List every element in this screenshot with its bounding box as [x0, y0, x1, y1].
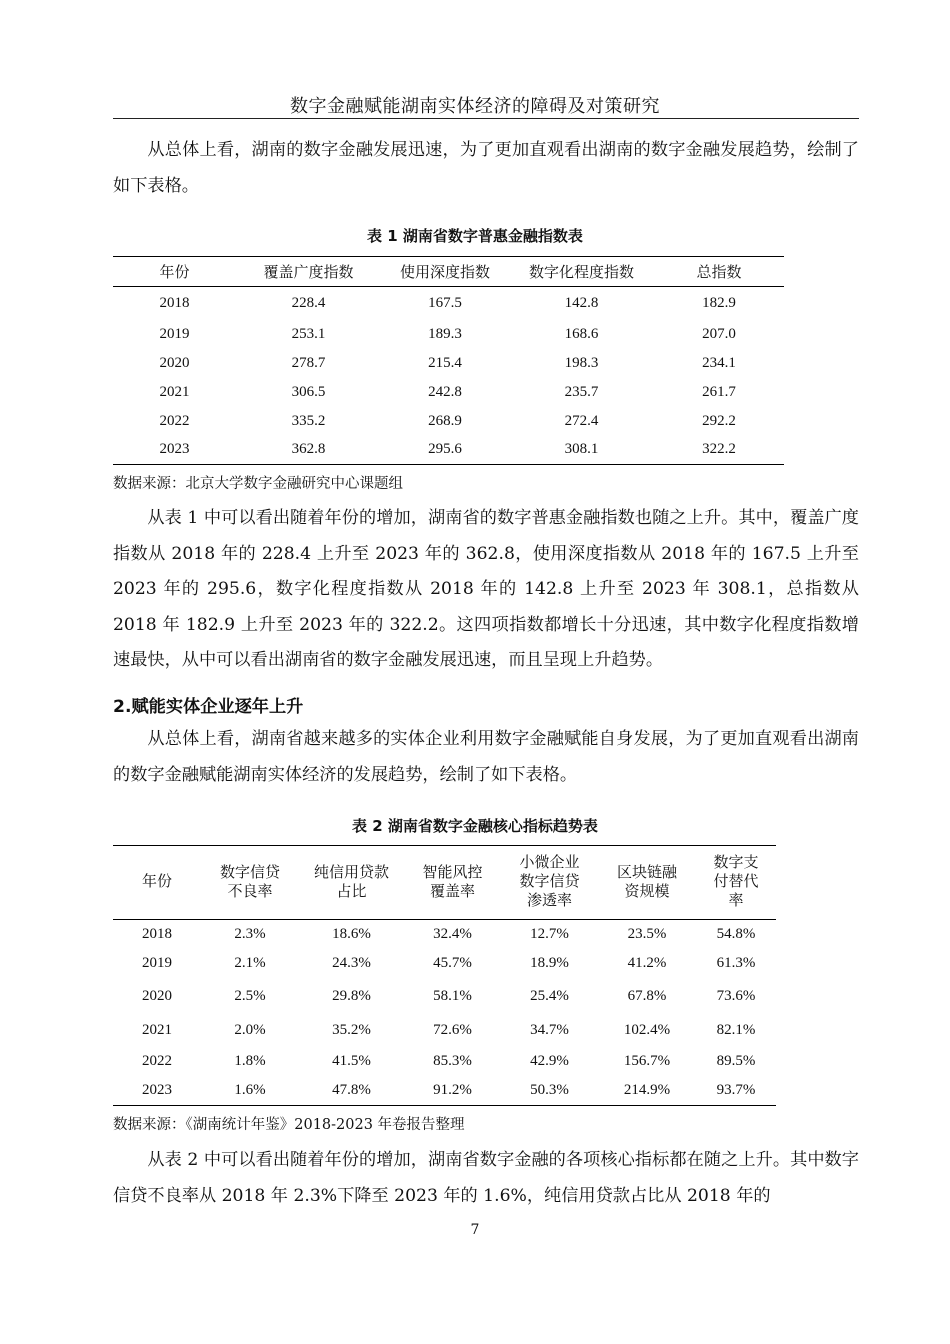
table1-caption: 表 1 湖南省数字普惠金融指数表 — [367, 227, 583, 245]
table-cell: 54.8% — [716, 925, 756, 942]
table-cell: 295.6 — [428, 441, 462, 458]
table-cell: 2021 — [159, 383, 190, 400]
table-row — [113, 407, 784, 436]
table2-caption: 表 2 湖南省数字金融核心指标趋势表 — [352, 817, 598, 835]
table-cell: 72.6% — [433, 1022, 472, 1038]
table-cell: 29.8% — [332, 988, 371, 1004]
table-cell: 2.1% — [234, 955, 266, 971]
table-cell: 2020 — [142, 988, 172, 1004]
table-cell: 91.2% — [433, 1081, 472, 1098]
table-cell: 24.3% — [332, 955, 371, 971]
table-cell: 207.0 — [702, 325, 736, 342]
table-cell: 253.1 — [291, 325, 326, 342]
table-cell: 18.6% — [332, 925, 371, 942]
table-cell: 2020 — [159, 354, 190, 371]
table-cell: 85.3% — [433, 1052, 472, 1069]
table-cell: 61.3% — [716, 955, 756, 971]
table-cell: 198.3 — [564, 354, 599, 371]
table-cell: 2022 — [159, 412, 190, 429]
table-cell: 362.8 — [291, 441, 326, 458]
table2-analysis: 从表 2 中可以看出随着年份的增加，湖南省数字金融的各项核心指标都在随之上升。其中数字信贷不良率从 2018 年 2.3%下降至 2023 年的 1.6%，纯信用贷款占比从 2018 年的 — [113, 1150, 859, 1206]
table-cell: 2018 — [159, 294, 190, 311]
table-cell: 292.2 — [702, 412, 736, 429]
table-cell: 41.2% — [627, 955, 667, 971]
table1-col-depth: 使用深度指数 — [381, 257, 509, 287]
table-cell: 89.5% — [716, 1052, 756, 1069]
table-cell: 228.4 — [291, 294, 326, 311]
table2-col-blockchain-financing: 区块链融 资规模 — [598, 846, 696, 920]
table1-header-row — [113, 257, 784, 287]
table2-header-row — [113, 846, 776, 920]
table2-source: 数据来源：《湖南统计年鉴》2018-2023 年卷报告整理 — [113, 1117, 465, 1133]
table1-col-breadth: 覆盖广度指数 — [236, 257, 381, 287]
section-heading: 2.赋能实体企业逐年上升 — [113, 697, 304, 717]
table-cell: 102.4% — [623, 1022, 671, 1038]
table-cell: 2021 — [142, 1022, 172, 1038]
table-cell: 2023 — [159, 441, 190, 458]
table2-col-sme-penetration: 小微企业 数字信贷 渗透率 — [501, 846, 598, 920]
table-cell: 182.9 — [702, 294, 736, 311]
section-paragraph: 从总体上看，湖南省越来越多的实体企业利用数字金融赋能自身发展，为了更加直观看出湖南的数字金融赋能湖南实体经济的发展趋势，绘制了如下表格。 — [113, 729, 859, 785]
table-cell: 12.7% — [530, 925, 569, 942]
table-cell: 189.3 — [428, 325, 462, 342]
running-header: 数字金融赋能湖南实体经济的障碍及对策研究 — [290, 96, 660, 117]
table-row — [113, 1047, 776, 1076]
table-cell: 35.2% — [332, 1022, 371, 1038]
table-cell: 2018 — [142, 925, 172, 942]
table-cell: 23.5% — [627, 925, 667, 942]
table-cell: 42.9% — [530, 1052, 569, 1069]
table-cell: 322.2 — [702, 441, 736, 458]
table2 — [113, 845, 776, 1106]
table-row — [113, 378, 784, 407]
table-cell: 306.5 — [291, 383, 326, 400]
table-cell: 93.7% — [716, 1081, 756, 1098]
table2-col-npl-rate: 数字信贷 不良率 — [201, 846, 299, 920]
table-cell: 34.7% — [530, 1022, 569, 1038]
table1-col-digitization: 数字化程度指数 — [509, 257, 654, 287]
table-row — [113, 949, 776, 979]
table-row — [113, 979, 776, 1015]
table1 — [113, 256, 784, 465]
table-cell: 2.3% — [234, 925, 266, 942]
table-cell: 41.5% — [332, 1052, 371, 1069]
table-cell: 2.0% — [234, 1022, 266, 1038]
table-cell: 242.8 — [428, 383, 462, 400]
table-cell: 214.9% — [623, 1081, 671, 1098]
table-cell: 167.5 — [428, 294, 462, 311]
table1-analysis: 从表 1 中可以看出随着年份的增加，湖南省的数字普惠金融指数也随之上升。其中，覆盖广度指数从 2018 年的 228.4 上升至 2023 年的 362.8，使用深度指数从 2018 年的 167.5 上升至 2023 年的 295.6，数字化程度指数从 2018 年的 142.8 上升至 2023 年 308.1，总指数从 2018 年 182.9 上升至 2023 年的 322.2。这四项指数都增长十分迅速，其中数字化程度指数增速最快，从中可以看出湖南省的数字金融发展迅速，而且呈现上升趋势。 — [113, 508, 859, 670]
table-cell: 47.8% — [332, 1081, 371, 1098]
table-cell: 234.1 — [702, 354, 736, 371]
table-cell: 308.1 — [564, 441, 599, 458]
table-cell: 2023 — [142, 1081, 172, 1098]
table-row — [113, 1076, 776, 1106]
table-cell: 1.6% — [234, 1081, 266, 1098]
table1-col-total: 总指数 — [654, 257, 784, 287]
table-cell: 261.7 — [702, 383, 736, 400]
header-rule — [113, 118, 859, 119]
table-cell: 18.9% — [530, 955, 569, 971]
table-cell: 268.9 — [428, 412, 462, 429]
table-row — [113, 1015, 776, 1047]
table-cell: 73.6% — [716, 988, 756, 1004]
table-cell: 82.1% — [716, 1022, 756, 1038]
table-cell: 168.6 — [564, 325, 599, 342]
table-cell: 2019 — [159, 325, 190, 342]
table-row — [113, 436, 784, 465]
table-cell: 2022 — [142, 1052, 172, 1069]
table2-col-credit-loan-share: 纯信用贷款 占比 — [299, 846, 404, 920]
table-row — [113, 920, 776, 949]
table-cell: 142.8 — [564, 294, 599, 311]
table-cell: 25.4% — [530, 988, 569, 1004]
table-row — [113, 287, 784, 320]
table-cell: 278.7 — [291, 354, 326, 371]
table-row — [113, 349, 784, 378]
table-cell: 1.8% — [234, 1052, 266, 1069]
table-cell: 32.4% — [433, 925, 472, 942]
table-cell: 235.7 — [564, 383, 599, 400]
table-cell: 2.5% — [234, 988, 266, 1004]
table-cell: 272.4 — [564, 412, 599, 429]
table-cell: 58.1% — [433, 988, 472, 1004]
table-cell: 156.7% — [623, 1052, 671, 1069]
table-cell: 335.2 — [291, 412, 326, 429]
table-cell: 45.7% — [433, 955, 472, 971]
table2-col-year: 年份 — [113, 846, 201, 920]
page-number: 7 — [470, 1222, 480, 1238]
table-row — [113, 320, 784, 349]
table-cell: 215.4 — [428, 354, 462, 371]
table-cell: 67.8% — [627, 988, 667, 1004]
intro-paragraph: 从总体上看，湖南的数字金融发展迅速，为了更加直观看出湖南的数字金融发展趋势，绘制了如下表格。 — [113, 140, 859, 196]
table2-col-risk-control-coverage: 智能风控 覆盖率 — [404, 846, 501, 920]
table1-col-year: 年份 — [113, 257, 236, 287]
table2-col-payment-substitution: 数字支 付替代 率 — [696, 846, 776, 920]
table-cell: 2019 — [142, 955, 172, 971]
table1-source: 数据来源：北京大学数字金融研究中心课题组 — [113, 476, 403, 492]
table-cell: 50.3% — [530, 1081, 569, 1098]
